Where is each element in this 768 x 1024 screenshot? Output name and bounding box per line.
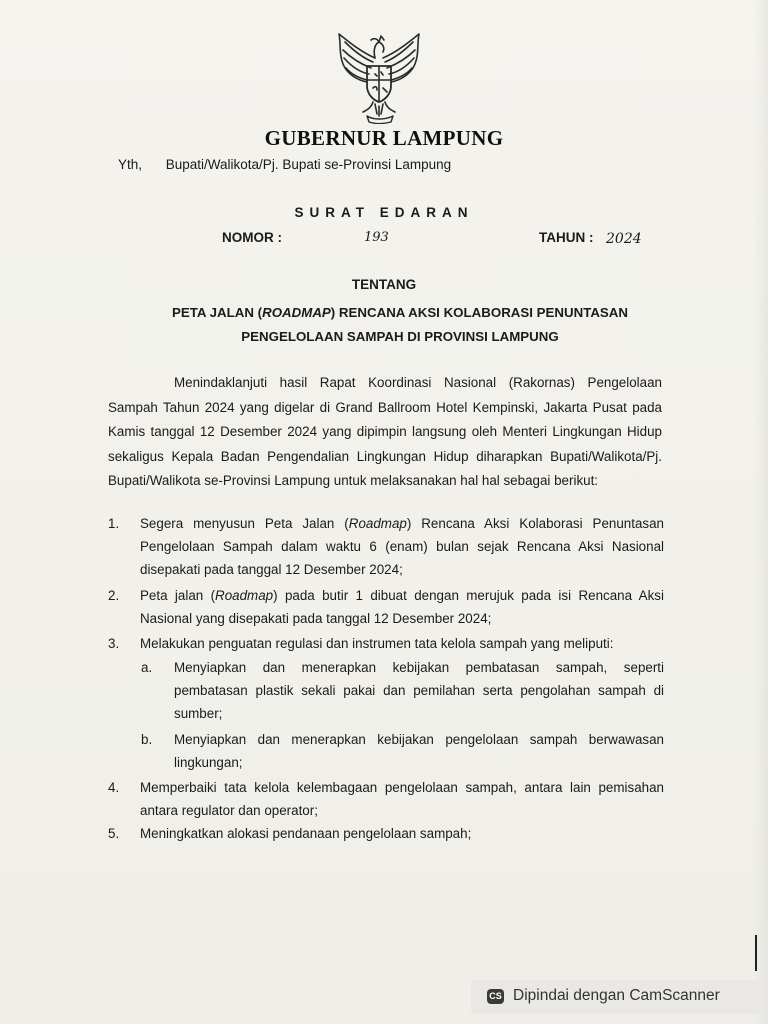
subject-part-1: PETA JALAN (	[171, 305, 263, 320]
list-item-text-post: ) Rencana Aksi Kolaborasi Penuntasan Pengelolaan Sampah dalam waktu 6 (enam) bulan sejak Rencana Aksi Nasional disepakati pada tanggal 12 Desember 2024;	[140, 516, 664, 577]
page-edge-mark	[755, 935, 757, 971]
tahun-label: TAHUN :	[539, 230, 594, 245]
list-item-number: 1.	[108, 516, 120, 531]
list-item	[108, 512, 664, 581]
sub-list-item	[141, 656, 664, 725]
subject-roadmap: ROADMAP	[262, 305, 331, 320]
list-item	[108, 632, 664, 655]
list-item-text: Memperbaiki tata kelola kelembagaan pengelolaan sampah, antara lain pemisahan antara regulator dan operator;	[140, 780, 664, 818]
nomor-value: 193	[364, 230, 389, 245]
governor-title: GUBERNUR LAMPUNG	[264, 126, 504, 150]
list-item-number: 5.	[108, 826, 120, 841]
camscanner-logo-icon: CS	[487, 989, 504, 1004]
letter-type-heading: SURAT EDARAN	[294, 205, 474, 220]
sub-list-item-letter: a.	[141, 660, 153, 675]
list-item-text	[140, 584, 664, 630]
subject-line-2: PENGELOLAAN SAMPAH DI PROVINSI LAMPUNG	[241, 329, 559, 344]
tentang-heading: TENTANG	[351, 277, 417, 292]
list-item-number: 4.	[108, 780, 120, 795]
list-item-text	[140, 512, 664, 581]
intro-paragraph	[108, 371, 662, 494]
addressee-label: Yth,	[118, 157, 143, 172]
page-edge-shadow	[754, 0, 768, 1024]
list-item-text: Melakukan penguatan regulasi dan instrumen tata kelola sampah yang meliputi:	[140, 636, 614, 651]
list-item	[108, 776, 664, 822]
sub-list-item-text: Menyiapkan dan menerapkan kebijakan pembatasan sampah, seperti pembatasan plastik sekali pakai dan pemilahan serta pengolahan sampah di sumber;	[174, 660, 664, 721]
list-item-text-pre: Segera menyusun Peta Jalan (	[140, 516, 349, 531]
addressee-line	[118, 157, 451, 172]
list-item-text: Meningkatkan alokasi pendanaan pengelolaan sampah;	[140, 826, 472, 841]
list-item	[108, 584, 664, 630]
intro-text: Menindaklanjuti hasil Rapat Koordinasi Nasional (Rakornas) Pengelolaan Sampah Tahun 2024 yang digelar di Grand Ballroom Hotel Kempinski, Jakarta Pusat pada Kamis tanggal 12 Desember 2024 yang dipimpin langsung oleh Menteri Lingkungan Hidup sekaligus Kepala Badan Pengendalian Lingkungan Hidup diharapkan Bupati/Walikota/Pj. Bupati/Walikota se-Provinsi Lampung untuk melaksanakan hal hal sebagai berikut:	[108, 375, 662, 488]
sub-list-item-text: Menyiapkan dan menerapkan kebijakan pengelolaan sampah berwawasan lingkungan;	[174, 732, 664, 770]
addressee-recipient: Bupati/Walikota/Pj. Bupati se-Provinsi Lampung	[165, 157, 452, 172]
list-item	[108, 822, 664, 845]
list-item-text-italic: Roadmap	[348, 516, 407, 531]
subject-heading	[0, 301, 768, 349]
garuda-pancasila-emblem-icon	[331, 30, 427, 124]
list-item-text-italic: Roadmap	[215, 588, 274, 603]
list-item-number: 3.	[108, 636, 120, 651]
camscanner-watermark	[471, 980, 761, 1014]
list-item-text-post: ) pada butir 1 dibuat dengan merujuk pada isi Rencana Aksi Nasional yang disepakati pada tanggal 12 Desember 2024;	[140, 588, 664, 626]
camscanner-watermark-text: Dipindai dengan CamScanner	[513, 987, 720, 1004]
list-item-number: 2.	[108, 588, 120, 603]
letter-number-row	[0, 230, 768, 250]
tahun-value: 2024	[606, 231, 642, 247]
nomor-label: NOMOR :	[222, 230, 282, 245]
subject-line-1	[0, 301, 768, 325]
sub-list-item	[141, 728, 664, 774]
list-item-text-pre: Peta jalan (	[140, 588, 216, 603]
sub-list-item-letter: b.	[141, 732, 153, 747]
subject-part-2: ) RENCANA AKSI KOLABORASI PENUNTASAN	[330, 305, 629, 320]
